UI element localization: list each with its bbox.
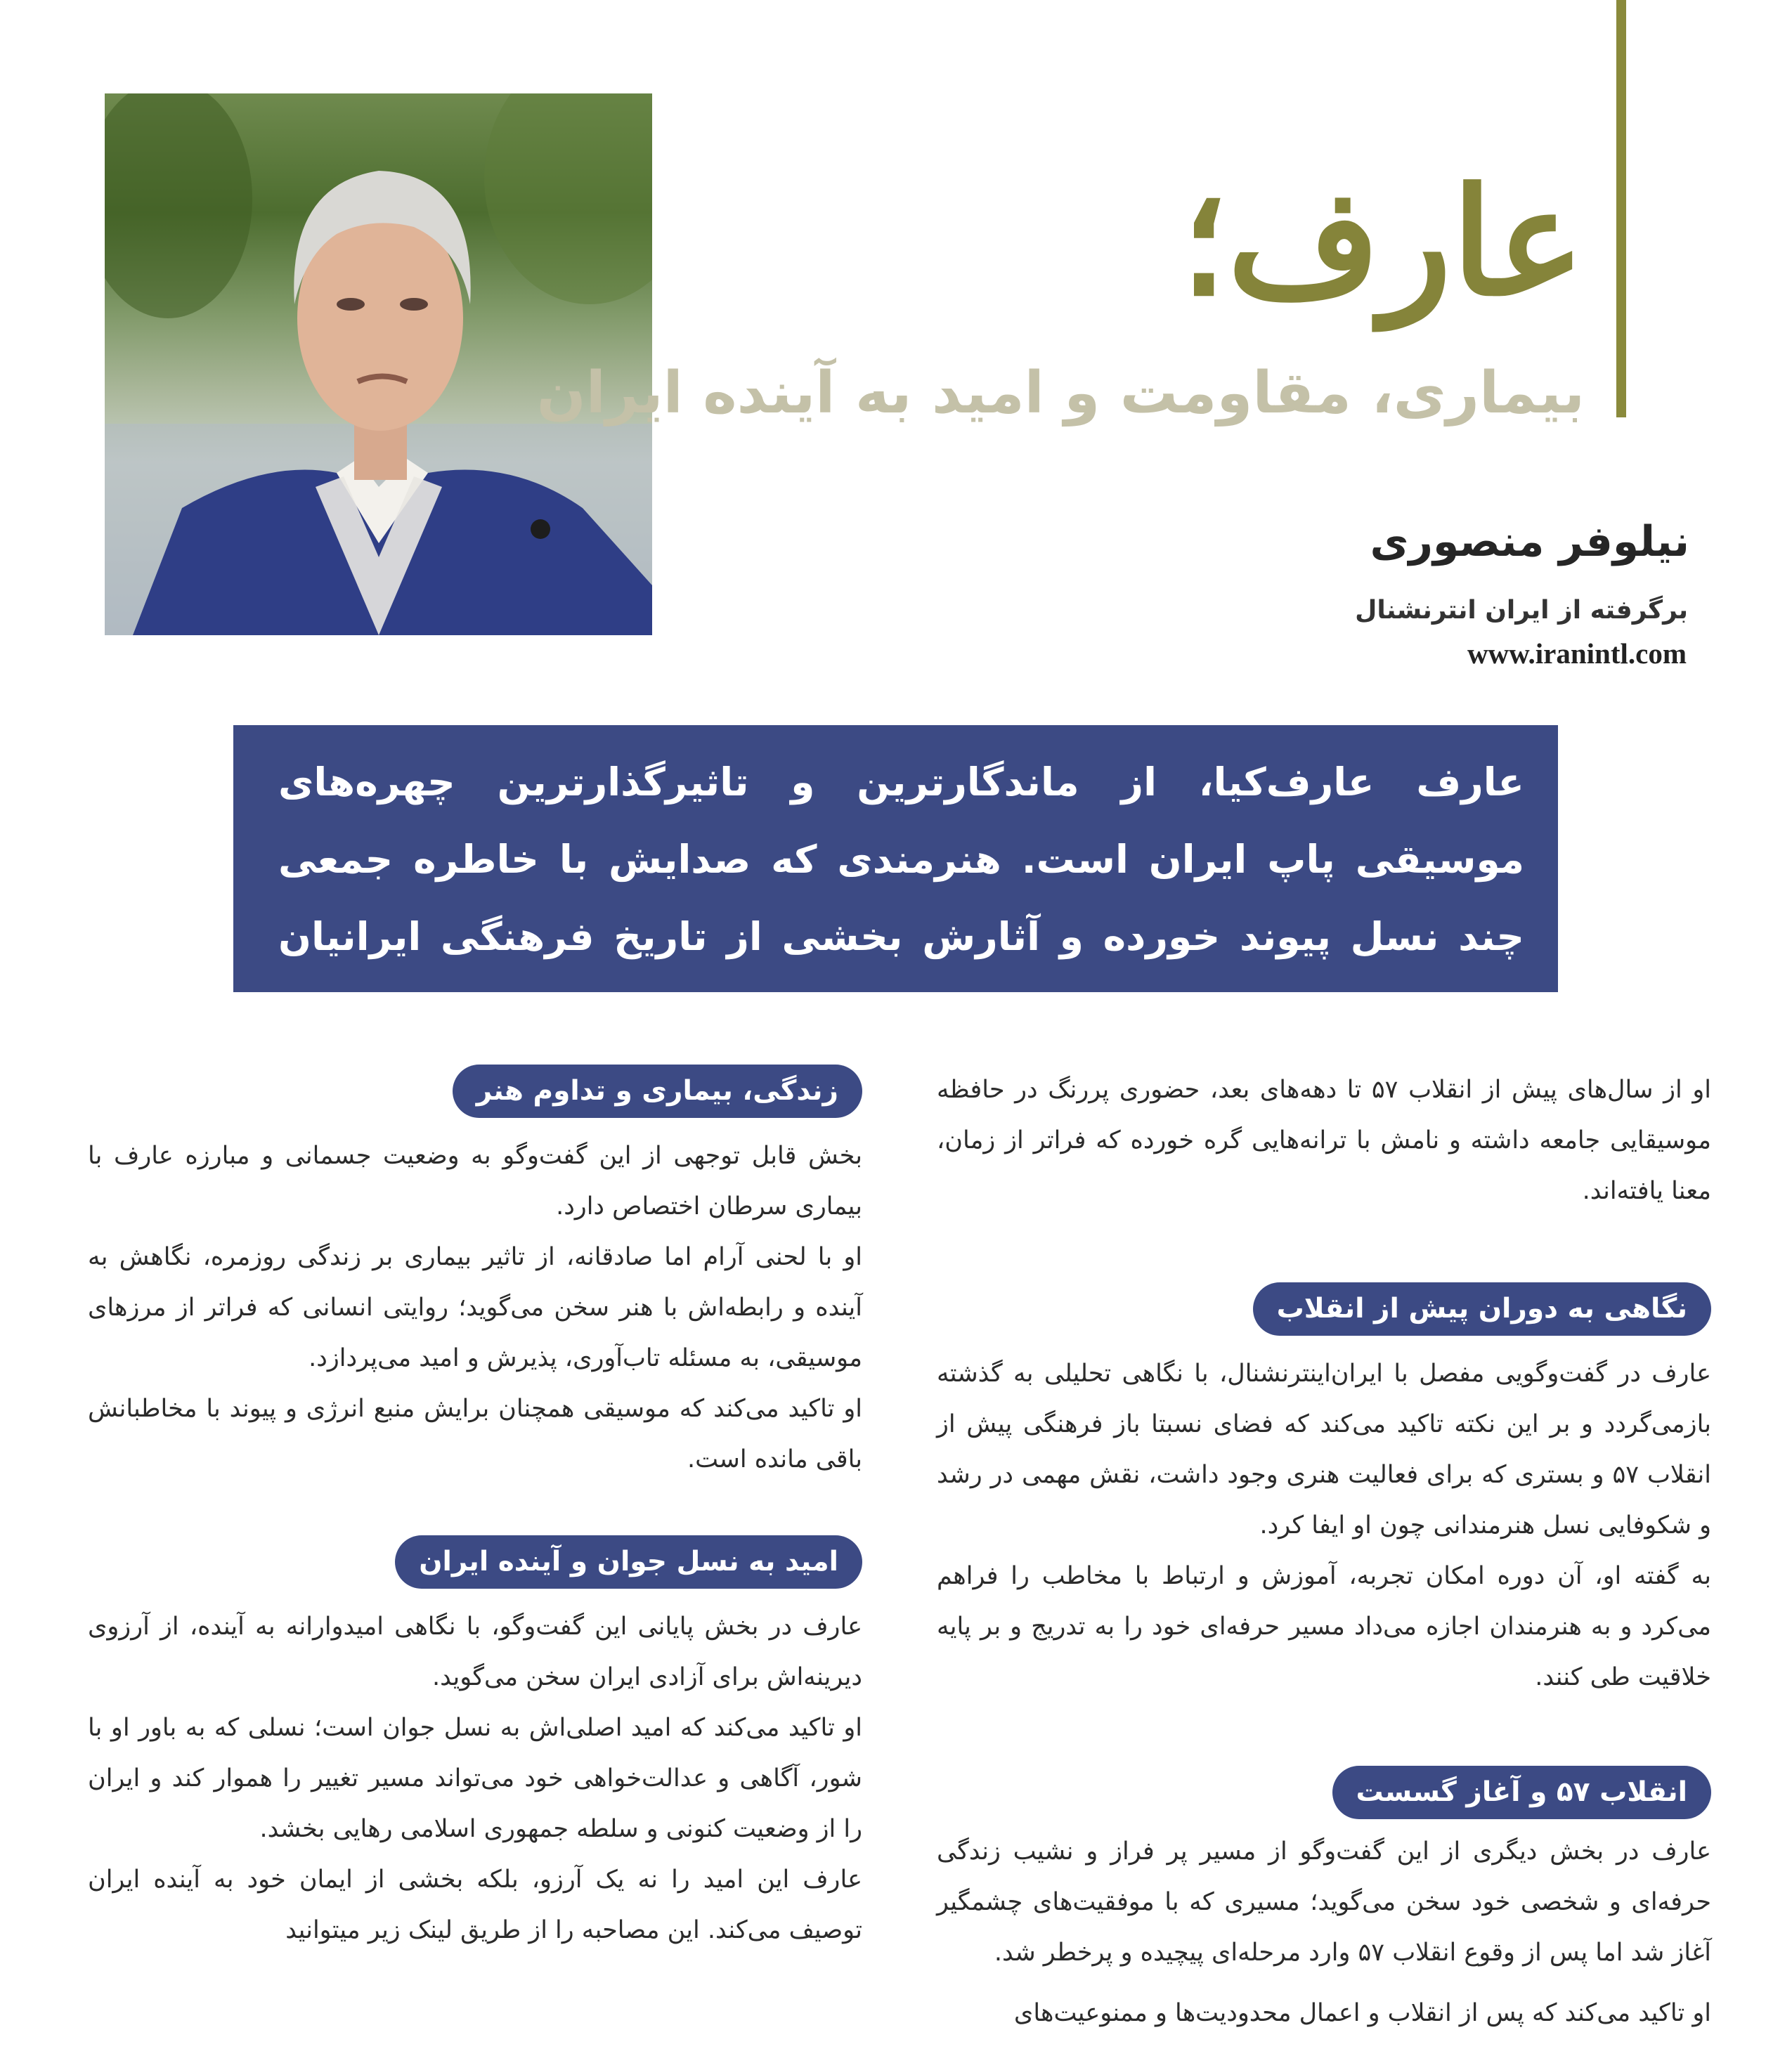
illness-paragraph-1: بخش قابل توجهی از این گفت‌وگو به وضعیت جسمانی و مبارزه عارف با بیماری سرطان اختصاص دارد. <box>88 1142 862 1221</box>
revolution-paragraph-1: عارف در بخش دیگری از این گفت‌وگو از مسیر پر فراز و نشیب زندگی حرفه‌ای و شخصی خود سخن می‌گوید؛ مسیری که با موفقیت‌های چشمگیر آغاز شد اما پس از وقوع انقلاب ۵۷ وارد مرحله‌ای پیچیده و پرخطر شد. <box>937 1837 1711 1967</box>
source-website-link[interactable]: www.iranintl.com <box>1467 637 1687 670</box>
section-heading-youth: امید به نسل جوان و آینده ایران <box>395 1535 862 1589</box>
pre-revolution-paragraph-1: عارف در گفت‌وگویی مفصل با ایران‌اینترنشنال، با نگاهی تحلیلی به گذشته بازمی‌گردد و بر این نکته تاکید می‌کند که فضای نسبتا باز فرهنگی پیش از انقلاب ۵۷ و بستری که برای فعالیت هنری وجود داشت، نقش مهمی در رشد و شکوفایی نسل هنرمندانی چون او ایفا کرد. <box>937 1360 1711 1540</box>
section-heading-pre-revolution: نگاهی به دوران پیش از انقلاب <box>1253 1282 1711 1336</box>
section-heading-revolution: انقلاب ۵۷ و آغاز گسست <box>1332 1766 1712 1819</box>
illness-paragraph-2: او با لحنی آرام اما صادقانه، از تاثیر بیماری بر زندگی روزمره، نگاهش به آینده و رابطه‌اش با هنر سخن می‌گوید؛ روایتی انسانی که فراتر از مرزهای موسیقی، به مسئله تاب‌آوری، پذیرش و امید می‌پردازد. <box>88 1243 862 1372</box>
section-heading-illness: زندگی، بیماری و تداوم هنر <box>453 1065 862 1118</box>
youth-paragraph-1: عارف در بخش پایانی این گفت‌وگو، با نگاهی امیدوارانه به آینده، از آرزوی دیرینه‌اش برای آزادی ایران سخن می‌گوید. <box>88 1613 862 1691</box>
revolution-paragraph-2: او تاکید می‌کند که پس از انقلاب و اعمال محدودیت‌ها و ممنوعیت‌های <box>1013 1999 1711 2027</box>
right-column <box>937 1065 1711 2038</box>
lead-paragraph-box: عارف عارف‌کیا، از ماندگارترین و تاثیرگذارترین چهره‌های موسیقی پاپ ایران است. هنرمندی که صدایش با خاطره جمعی چند نسل پیوند خورده و آثارش بخشی از تاریخ فرهنگی ایرانیان محسوب می‌شود. <box>233 725 1558 992</box>
left-column <box>88 1065 862 1955</box>
article-subtitle: بیماری، مقاومت و امید به آینده ایران <box>536 360 1585 427</box>
title-accent-rule <box>1616 0 1626 417</box>
author-name: نیلوفر منصوری <box>1370 517 1689 566</box>
intro-paragraph: او از سال‌های پیش از انقلاب ۵۷ تا دهه‌های بعد، حضوری پررنگ در حافظه موسیقایی جامعه داشته و نامش با ترانه‌هایی گره خورده که فراتر از زمان، معنا یافته‌اند. <box>937 1076 1711 1205</box>
illness-paragraph-3: او تاکید می‌کند که موسیقی همچنان برایش منبع انرژی و پیوند با مخاطبانش باقی مانده است. <box>88 1395 862 1473</box>
youth-paragraph-2: او تاکید می‌کند که امید اصلی‌اش به نسل جوان است؛ نسلی که به باور او با شور، آگاهی و عدالت‌خواهی خود می‌تواند مسیر تغییر را هموار کند و ایران را از وضعیت کنونی و سلطه جمهوری اسلامی رهایی بخشد. <box>88 1714 862 1843</box>
article-title: عارف؛ <box>1180 155 1585 329</box>
source-credit: برگرفته از ایران انترنشنال <box>1355 596 1688 625</box>
pre-revolution-paragraph-2: به گفته او، آن دوره امکان تجربه، آموزش و ارتباط با مخاطب را فراهم می‌کرد و به هنرمندان اجازه می‌داد مسیر حرفه‌ای خود را به تدریج و بر پایه خلاقیت طی کنند. <box>937 1562 1711 1691</box>
youth-paragraph-3: عارف این امید را نه یک آرزو، بلکه بخشی از ایمان خود به آینده ایران توصیف می‌کند. این مصاحبه را از طریق لینک زیر میتوانید <box>88 1866 862 1944</box>
